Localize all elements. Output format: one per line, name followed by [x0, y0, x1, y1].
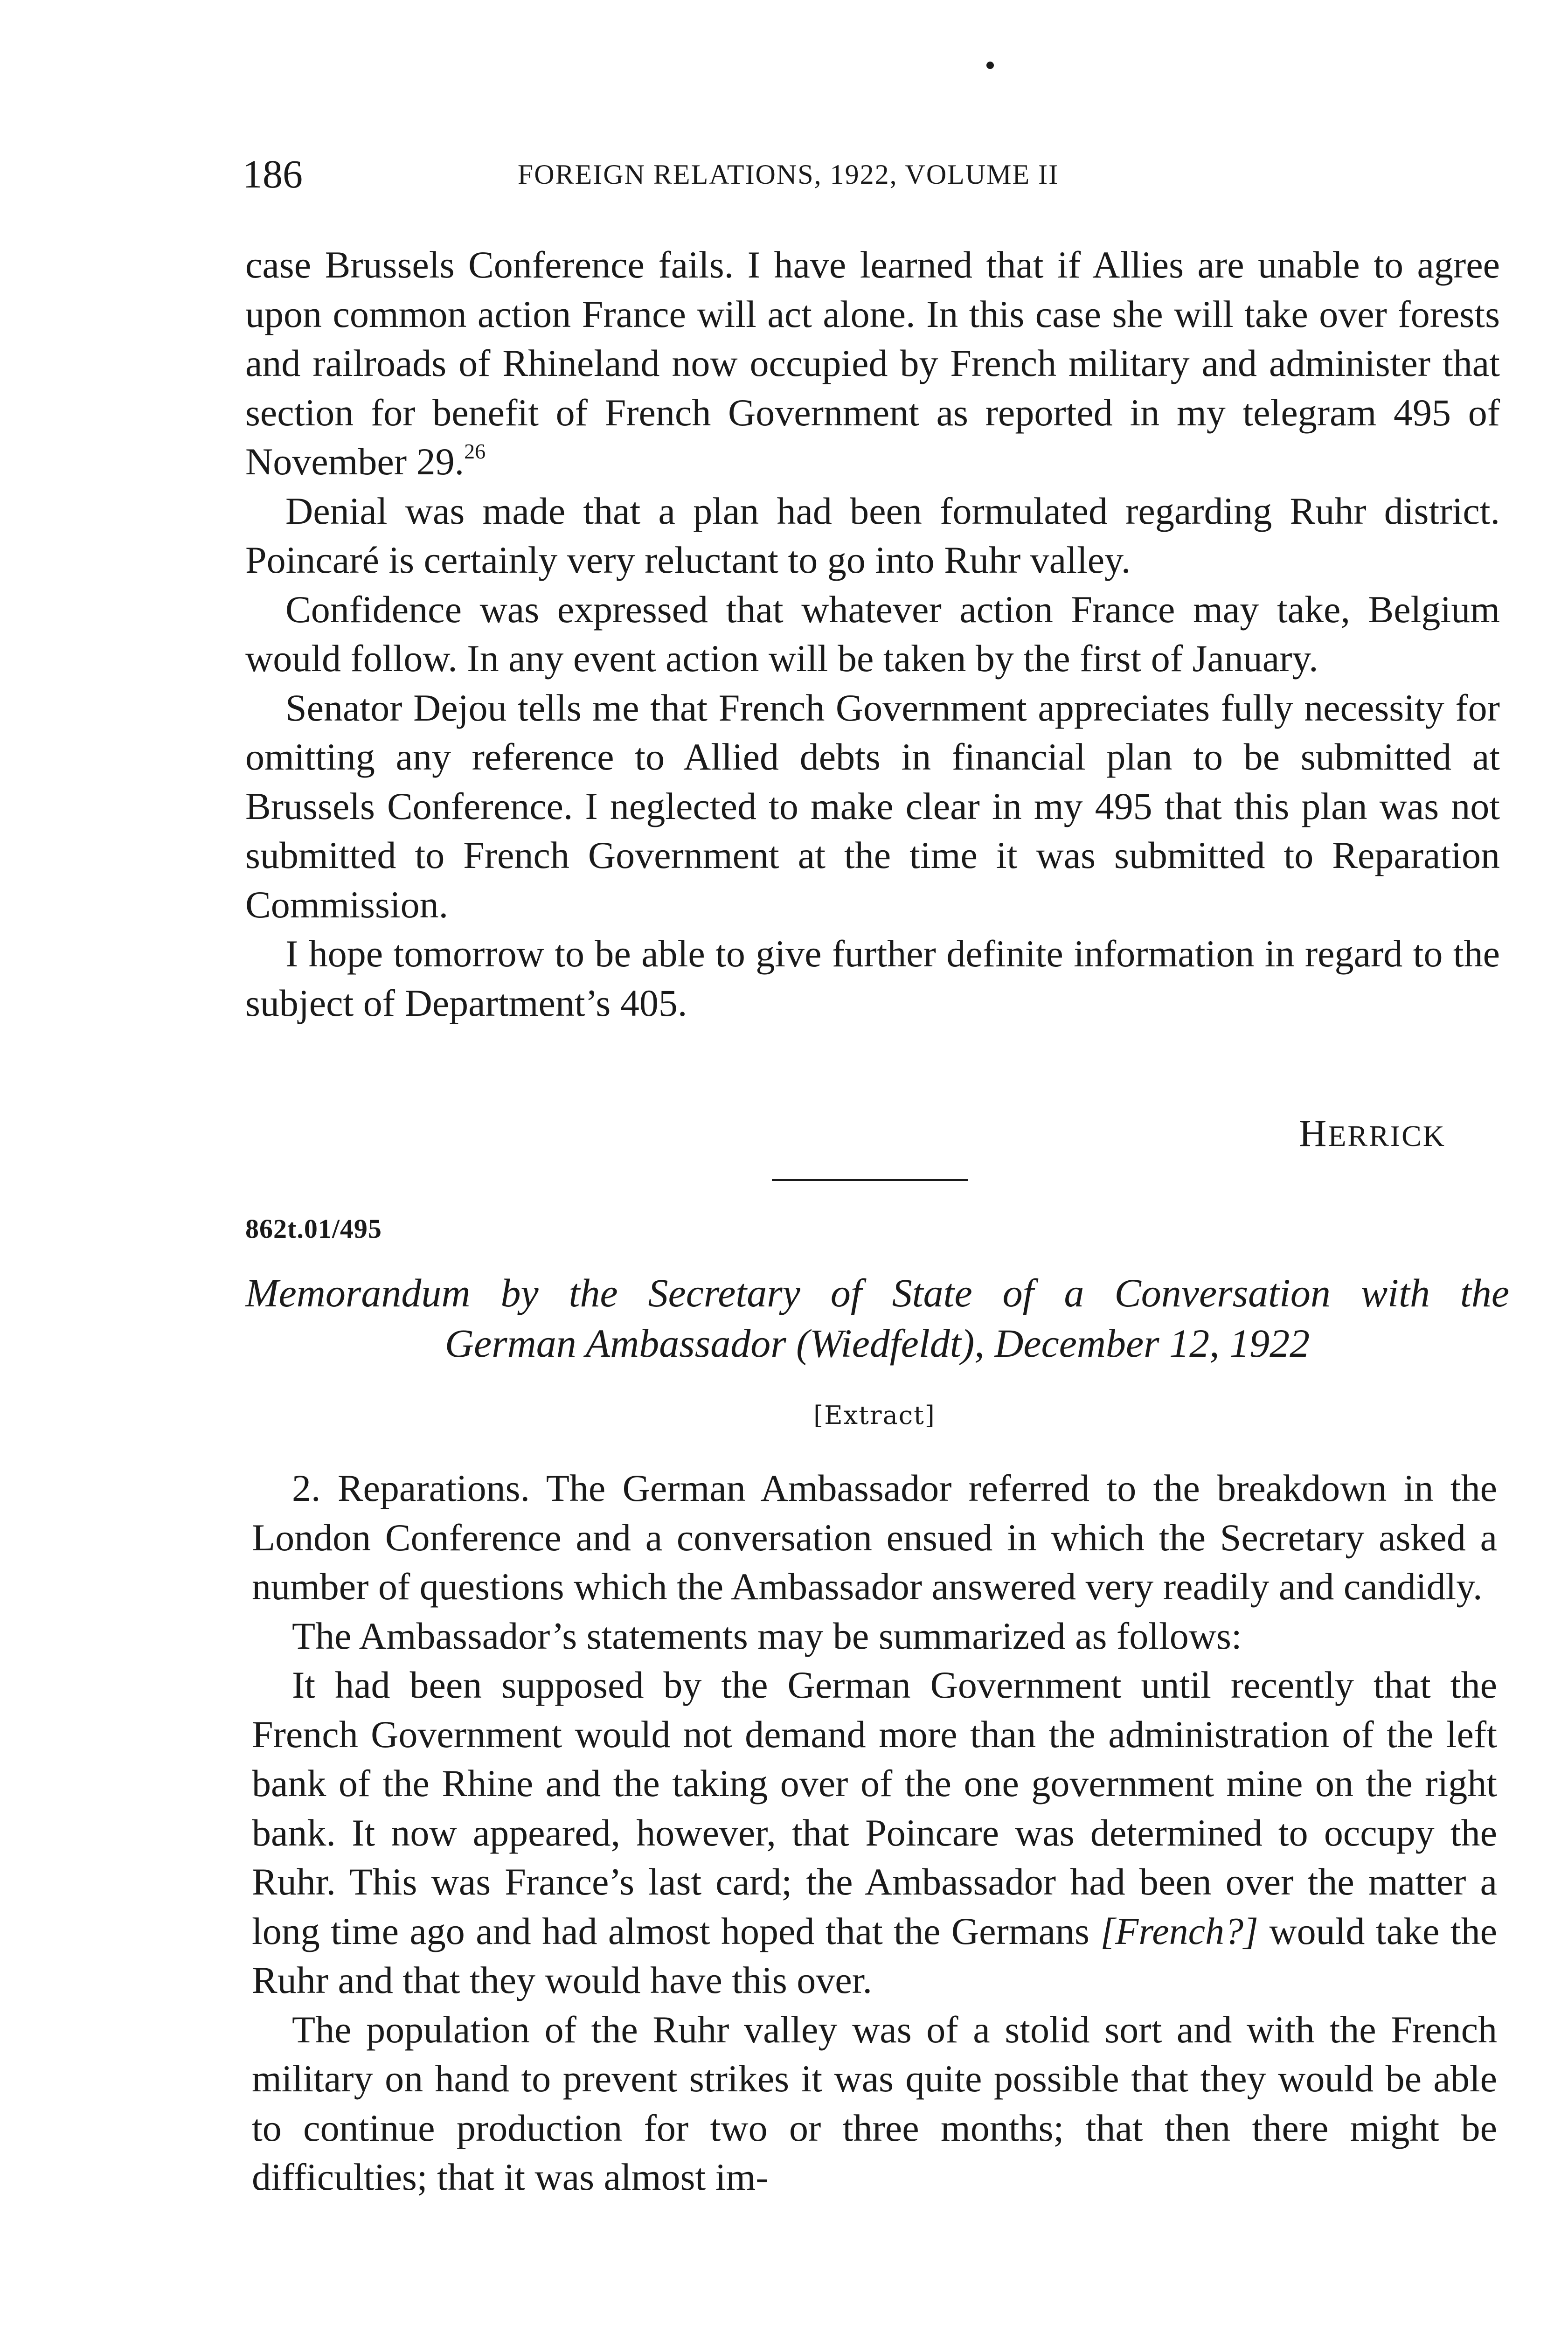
- telegram-paragraph-2: Denial was made that a plan had been formulated regarding Ruhr district. Poincaré is certainly very reluctant to go into Ruhr valley.: [245, 489, 1500, 581]
- memo-paragraph-1: 2. Reparations. The German Ambassador referred to the breakdown in the London Conference and a conversation ensued in which the Secretary asked a number of questions which the Ambassador answered very readily and candidly.: [252, 1467, 1497, 1608]
- signature-rest: ERRICK: [1328, 1119, 1446, 1152]
- memo-paragraph-3: [252, 1660, 1497, 2005]
- document-title-line-1: Memorandum by the Secretary of State of a Conversation with the: [245, 1270, 1509, 1315]
- page-header: [243, 148, 1306, 200]
- memo-paragraph-3-part-2: would take the Ruhr and that they would have this over.: [252, 1909, 1497, 2001]
- editorial-insert: [French?]: [1100, 1909, 1258, 1952]
- signature: [1073, 1110, 1446, 1159]
- printer-dot-mark: [986, 62, 994, 69]
- footnote-reference: 26: [464, 439, 486, 463]
- file-number: 862t.01/495: [245, 1214, 382, 1244]
- telegram-paragraph-1: [245, 240, 1500, 486]
- signature-initial: H: [1299, 1112, 1328, 1154]
- memo-paragraph-2: The Ambassador’s statements may be summarized as follows:: [292, 1614, 1242, 1657]
- document-title-line-2: German Ambassador (Wiedfeldt), December 12, 1922: [444, 1321, 1310, 1366]
- section-divider: [772, 1179, 968, 1181]
- telegram-paragraph-5: I hope tomorrow to be able to give further definite information in regard to the subject of Department’s 405.: [245, 932, 1500, 1024]
- telegram-paragraph-1-text: case Brussels Conference fails. I have learned that if Allies are unable to agree upon common action France will act alone. In this case she will take over forests and railroads of Rhineland now occupied by French military and administer that section for benefit of French Government as reported in my telegram 495 of November 29.: [245, 243, 1500, 483]
- telegram-paragraph-3: Confidence was expressed that whatever action France may take, Belgium would follow. In any event action will be taken by the first of January.: [245, 588, 1500, 680]
- telegram-paragraph-4: Senator Dejou tells me that French Government appreciates fully necessity for omitting any reference to Allied debts in financial plan to be submitted at Brussels Conference. I neglected to make clear in my 495 that this plan was not submitted to French Government at the time it was submitted to Reparation Commission.: [245, 686, 1500, 926]
- page-number: 186: [243, 152, 303, 196]
- running-head: FOREIGN RELATIONS, 1922, VOLUME II: [517, 159, 1059, 190]
- telegram-body: [245, 240, 1500, 1027]
- memo-paragraph-4: The population of the Ruhr valley was of a stolid sort and with the French military on hand to prevent strikes it was quite possible that they would be able to continue production for two or three months; that then there might be difficulties; that it was almost im-: [252, 2008, 1497, 2198]
- memo-body: [252, 1464, 1497, 2202]
- document-title: [245, 1268, 1509, 1368]
- extract-label: [Extract]: [813, 1401, 936, 1430]
- memo-paragraph-3-part-1: It had been supposed by the German Government until recently that the French Government would not demand more than the administration of the left bank of the Rhine and the taking over of the one government mine on the right bank. It now appeared, however, that Poincare was determined to occupy the Ruhr. This was France’s last card; the Ambassador had been over the matter a long time ago and had almost hoped that the Germans: [252, 1664, 1497, 1952]
